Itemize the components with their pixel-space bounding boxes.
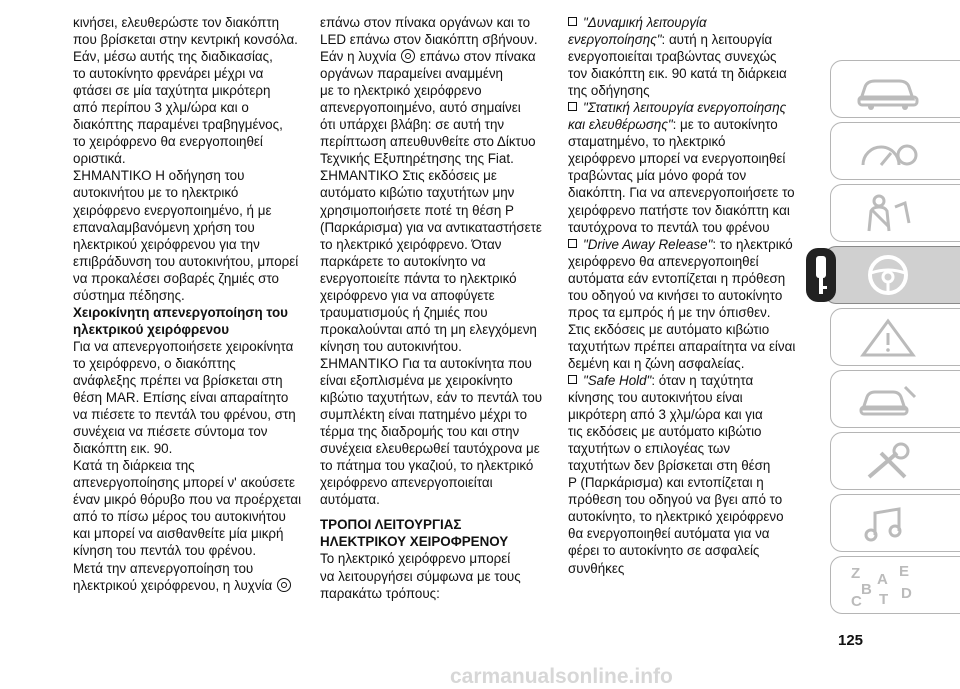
text-segment: προκαλούνται από τη μη ελεγχόμενη <box>320 321 537 337</box>
text-line <box>73 14 313 31</box>
text-line <box>568 304 810 321</box>
text-line <box>73 491 313 508</box>
text-segment: ταχυτήτων δεν βρίσκεται στη θέση <box>568 458 771 474</box>
text-line <box>73 525 313 542</box>
text-segment: ταχυτήτων ο επιλογέας των <box>568 441 731 457</box>
text-line <box>568 474 810 491</box>
text-line <box>73 287 313 304</box>
text-line <box>73 133 313 150</box>
index-letter: B <box>861 581 872 598</box>
text-segment: από το πίσω μέρος του αυτοκινήτου <box>73 509 286 525</box>
tab-technical-data[interactable] <box>830 432 960 490</box>
text-segment: τραβώντας μία μόνο φορά τον <box>568 168 747 184</box>
text-line <box>320 116 558 133</box>
text-line <box>568 219 810 236</box>
alphabet-index-icon <box>847 562 927 608</box>
mode-name: "Drive Away Release" <box>583 236 713 252</box>
text-line <box>320 457 558 474</box>
text-line <box>568 423 810 440</box>
text-segment: από περίπου 3 χλμ/ώρα και ο <box>73 100 249 116</box>
text-line <box>320 253 558 270</box>
text-segment: χρησιμοποιήσετε ποτέ τη θέση P <box>320 202 514 218</box>
text-segment: συμπλέκτη είναι πατημένο μέχρι το <box>320 407 528 423</box>
text-segment: συνέχεια να πιέσετε σύντομα τον <box>73 424 268 440</box>
text-line <box>568 457 810 474</box>
text-line <box>568 389 810 406</box>
index-letter: T <box>879 591 889 608</box>
text-line <box>73 184 313 201</box>
text-line <box>568 321 810 338</box>
text-segment: κίνησης του αυτοκινήτου είναι <box>568 390 743 406</box>
text-line <box>568 116 810 133</box>
parking-brake-warning-icon <box>277 578 291 592</box>
text-segment: να προκαλέσει σοβαρές ζημιές στο <box>73 270 279 286</box>
text-segment: τις εκδόσεις με αυτόματο κιβώτιο <box>568 424 762 440</box>
text-segment: ενεργοποιείτε πάντα το ηλεκτρικό <box>320 270 517 286</box>
tab-emergency[interactable] <box>830 308 960 366</box>
tab-starting-driving[interactable] <box>824 246 960 304</box>
text-segment: Μετά την απενεργοποίηση του <box>73 560 254 576</box>
text-segment: απενεργοποίησης μπορεί ν' ακούσετε <box>73 475 295 491</box>
text-segment: ηλεκτρικού χειρόφρενου, η λυχνία <box>73 577 273 593</box>
text-segment: Χειροκίνητη απενεργοποίηση του <box>73 304 288 320</box>
text-line <box>73 389 313 406</box>
text-segment: να λειτουργήσει σύμφωνα με τους <box>320 568 521 584</box>
text-segment: (Παρκάρισμα) για να αντικαταστήσετε <box>320 219 542 235</box>
text-segment: του οδηγού να κινήσει το αυτοκίνητο <box>568 287 783 303</box>
text-line <box>73 65 313 82</box>
text-segment: Εάν, μέσω αυτής της διαδικασίας, <box>73 49 273 65</box>
text-segment: χειρόφρενο πατήστε τον διακόπτη και <box>568 202 790 218</box>
index-letter: Z <box>851 565 861 582</box>
text-line <box>320 372 558 389</box>
checkbox-bullet-icon <box>568 239 577 248</box>
text-line <box>320 508 558 516</box>
text-line <box>568 202 810 219</box>
text-line <box>568 167 810 184</box>
text-segment: ΣΗΜΑΝΤΙΚΟ Για τα αυτοκίνητα που <box>320 355 532 371</box>
tab-car[interactable] <box>830 60 960 118</box>
text-column-3 <box>568 14 810 577</box>
text-segment: LED επάνω στον διακόπτη σβήνουν. <box>320 32 538 48</box>
text-line <box>320 338 558 355</box>
text-line <box>320 355 558 372</box>
text-segment: επάνω στον πίνακα <box>419 49 536 65</box>
text-segment: ενεργοποιείται τραβώντας συνεχώς <box>568 49 777 65</box>
text-line <box>73 48 313 65</box>
text-segment: θέση MAR. Επίσης είναι απαραίτητο <box>73 390 289 406</box>
text-segment: συνέχεια ελευθερωθεί ταυτόχρονα με <box>320 441 540 457</box>
text-segment: της οδήγησης <box>568 83 650 99</box>
text-line <box>73 99 313 116</box>
text-segment: τραυματισμούς ή ζημιές που <box>320 304 488 320</box>
text-segment: σύστημα πέδησης. <box>73 287 185 303</box>
checkbox-bullet-icon <box>568 17 577 26</box>
text-line <box>320 491 558 508</box>
text-line <box>73 423 313 440</box>
text-segment: παρκάρετε το αυτοκίνητο να <box>320 253 486 269</box>
text-segment: αυτόματα. <box>320 492 380 508</box>
text-segment: κίνηση του πεντάλ του φρένου. <box>73 543 257 559</box>
section-heading-line <box>320 516 558 533</box>
text-line <box>320 270 558 287</box>
section-heading-line <box>73 321 313 338</box>
text-segment: Στις εκδόσεις με αυτόματο κιβώτιο <box>568 321 770 337</box>
text-line <box>320 474 558 491</box>
text-segment: ηλεκτρικού χειρόφρενου για την <box>73 236 260 252</box>
text-line <box>73 167 313 184</box>
radio-music-icon <box>853 503 923 545</box>
mode-name: "Safe Hold" <box>583 372 652 388</box>
index-letter: E <box>899 563 910 580</box>
text-segment: το πάτημα του γκαζιού, το ηλεκτρικό <box>320 458 534 474</box>
text-segment: έναν μικρό θόρυβο που να προέρχεται <box>73 492 302 508</box>
text-segment: Για να απενεργοποιήσετε χειροκίνητα <box>73 338 294 354</box>
text-segment: ΗΛΕΚΤΡΙΚΟΥ ΧΕΙΡΟΦΡΕΝΟΥ <box>320 534 509 550</box>
index-letter: C <box>851 593 862 608</box>
text-line <box>320 31 558 48</box>
text-line <box>320 585 558 602</box>
mode-name: "Δυναμική λειτουργία <box>583 15 707 30</box>
section-heading-line <box>320 533 558 550</box>
tab-safety[interactable] <box>830 184 960 242</box>
text-line <box>568 270 810 287</box>
text-column-1 <box>73 14 313 594</box>
text-segment: χειρόφρενο ενεργοποιημένο, ή με <box>73 202 272 218</box>
text-line <box>73 372 313 389</box>
text-line <box>73 474 313 491</box>
text-segment: οργάνων παραμείνει αναμμένη <box>320 66 503 82</box>
steering-wheel-icon <box>853 253 923 295</box>
text-column-2 <box>320 14 558 602</box>
text-segment: χειρόφρενο θα απενεργοποιηθεί <box>568 253 759 269</box>
text-segment: : αυτή η λειτουργία <box>661 32 773 48</box>
text-segment: Κατά τη διάρκεια της <box>73 458 195 474</box>
text-line <box>320 423 558 440</box>
text-segment: ταχυτήτων πρέπει απαραίτητα να είναι <box>568 338 796 354</box>
text-segment: προς τα εμπρός ή με την όπισθεν. <box>568 304 771 320</box>
car-icon <box>853 69 923 111</box>
text-line <box>73 406 313 423</box>
text-line <box>73 542 313 559</box>
text-segment: φέρει το αυτοκίνητο σε ασφαλείς <box>568 543 760 559</box>
chapter-tab-sidebar <box>830 60 960 620</box>
text-line <box>568 508 810 525</box>
text-segment: αυτοκίνητο, το ηλεκτρικό χειρόφρενο <box>568 509 784 525</box>
text-line <box>320 287 558 304</box>
text-segment: τέρμα της διαδρομής του και στην <box>320 424 520 440</box>
text-line <box>568 491 810 508</box>
parking-brake-warning-icon <box>401 49 415 63</box>
watermark: carmanualsonline.info <box>450 665 673 688</box>
tab-multimedia[interactable] <box>830 494 960 552</box>
text-line <box>320 304 558 321</box>
text-line <box>320 236 558 253</box>
text-segment: σταματημένο, το ηλεκτρικό <box>568 134 726 150</box>
text-segment: με το ηλεκτρικό χειρόφρενο <box>320 83 482 99</box>
text-line <box>320 202 558 219</box>
seatbelt-safety-icon <box>853 193 923 235</box>
text-line <box>320 99 558 116</box>
text-line <box>568 542 810 559</box>
text-segment: ότι υπάρχει βλάβη: σε αυτή την <box>320 117 505 133</box>
text-segment: περίπτωση απευθυνθείτε στο Δίκτυο <box>320 134 536 150</box>
text-segment: επιβράδυνση του αυτοκινήτου, μπορεί <box>73 253 299 269</box>
text-segment: αυτόματο κιβώτιο ταχυτήτων μην <box>320 185 515 201</box>
text-segment: το χειρόφρενο θα ενεργοποιηθεί <box>73 134 263 150</box>
text-line <box>320 65 558 82</box>
text-segment: χειρόφρενο απενεργοποιείται <box>320 475 493 491</box>
text-segment: να πιέσετε το πεντάλ του φρένου, στη <box>73 407 296 423</box>
text-line <box>568 150 810 167</box>
tab-maintenance[interactable] <box>830 370 960 428</box>
text-segment: διακόπτη. Για να απενεργοποιήσετε το <box>568 185 795 201</box>
text-line <box>320 440 558 457</box>
text-segment: ΤΡΟΠΟΙ ΛΕΙΤΟΥΡΓΙΑΣ <box>320 517 462 533</box>
text-segment: το αυτοκίνητο φρενάρει μέχρι να <box>73 66 264 82</box>
text-line <box>568 287 810 304</box>
text-line <box>568 525 810 542</box>
text-line <box>320 133 558 150</box>
text-line <box>568 355 810 372</box>
text-line <box>568 372 810 389</box>
text-segment: P (Παρκάρισμα) και εντοπίζεται η <box>568 475 764 491</box>
text-segment: χειρόφρενο μπορεί να ενεργοποιηθεί <box>568 151 786 167</box>
text-line <box>73 236 313 253</box>
text-line <box>568 48 810 65</box>
text-segment: ηλεκτρικού χειρόφρενου <box>73 321 230 337</box>
text-segment: μικρότερη από 3 χλμ/ώρα και για <box>568 407 763 423</box>
text-segment: δεμένη και η ζώνη ασφαλείας. <box>568 355 745 371</box>
text-line <box>73 202 313 219</box>
text-segment: συνθήκες <box>568 560 625 576</box>
text-segment: κινήσει, ελευθερώστε τον διακόπτη <box>73 15 280 30</box>
text-segment: διακόπτης παραμένει τραβηγμένος, <box>73 117 283 133</box>
text-segment: ΣΗΜΑΝΤΙΚΟ Στις εκδόσεις με <box>320 168 497 184</box>
text-segment: και μπορεί να αισθανθείτε μία μικρή <box>73 526 284 542</box>
text-line <box>568 99 810 116</box>
text-segment: χειρόφρενο για να αποφύγετε <box>320 287 495 303</box>
text-line <box>320 550 558 567</box>
text-line <box>73 560 313 577</box>
text-line <box>73 150 313 167</box>
car-service-icon <box>853 379 923 421</box>
text-line <box>73 355 313 372</box>
text-line <box>73 31 313 48</box>
text-segment: επάνω στον πίνακα οργάνων και το <box>320 15 531 30</box>
text-segment: παρακάτω τρόπους: <box>320 585 440 601</box>
mode-name: και ελευθέρωσης" <box>568 117 673 133</box>
dashboard-gauge-icon <box>853 131 923 173</box>
text-segment: διακόπτη εικ. 90. <box>73 441 173 457</box>
text-line <box>73 440 313 457</box>
text-line <box>568 14 810 31</box>
text-segment: το χειρόφρενο, ο διακόπτης <box>73 355 236 371</box>
text-segment: πρόθεση του οδηγού να βγει από το <box>568 492 783 508</box>
text-segment: οριστικά. <box>73 151 126 167</box>
text-line <box>320 406 558 423</box>
text-line <box>73 116 313 133</box>
page-number: 125 <box>838 632 864 649</box>
checkbox-bullet-icon <box>568 102 577 111</box>
text-line <box>568 253 810 270</box>
key-icon <box>804 246 838 304</box>
text-segment: αυτόματα εάν εντοπίζεται η πρόθεση <box>568 270 786 286</box>
text-line <box>568 65 810 82</box>
text-segment: Εάν η λυχνία <box>320 49 397 65</box>
text-line <box>320 219 558 236</box>
text-line <box>73 508 313 525</box>
text-line <box>73 270 313 287</box>
text-segment: : το ηλεκτρικό <box>712 236 793 252</box>
text-segment: που βρίσκεται στην κεντρική κονσόλα. <box>73 32 298 48</box>
text-line <box>568 560 810 577</box>
text-segment: ΣΗΜΑΝΤΙΚΟ Η οδήγηση του <box>73 168 245 184</box>
index-letter: D <box>901 585 912 602</box>
text-segment: Τεχνικής Εξυπηρέτησης της Fiat. <box>320 151 514 167</box>
tab-dashboard[interactable] <box>830 122 960 180</box>
text-segment: φτάσει σε μία ταχύτητα μικρότερη <box>73 83 271 99</box>
text-segment: : με το αυτοκίνητο <box>672 117 778 133</box>
text-segment: κίνηση του αυτοκινήτου. <box>320 338 462 354</box>
text-line <box>320 568 558 585</box>
text-segment: αυτοκινήτου με το ηλεκτρικό <box>73 185 239 201</box>
text-line <box>73 338 313 355</box>
text-line <box>320 321 558 338</box>
checkbox-bullet-icon <box>568 375 577 384</box>
warning-triangle-icon <box>853 317 923 359</box>
text-line <box>568 31 810 48</box>
tab-index[interactable] <box>830 556 960 614</box>
text-line <box>568 338 810 355</box>
section-heading-line <box>73 304 313 321</box>
text-segment: τον διακόπτη εικ. 90 κατά τη διάρκεια <box>568 66 787 82</box>
mode-name: ενεργοποίησης" <box>568 32 662 48</box>
text-line <box>73 82 313 99</box>
text-line <box>320 167 558 184</box>
text-line <box>320 150 558 167</box>
text-line <box>320 14 558 31</box>
text-line <box>73 253 313 270</box>
text-segment: θα ενεργοποιηθεί αυτόματα για να <box>568 526 770 542</box>
text-line <box>73 219 313 236</box>
text-segment: : όταν η ταχύτητα <box>651 372 754 388</box>
text-line <box>320 184 558 201</box>
text-line <box>73 577 313 594</box>
mode-name: "Στατική λειτουργία ενεργοποίησης <box>583 100 787 116</box>
index-letter: A <box>877 571 888 588</box>
text-segment: επαναλαμβανόμενη χρήση του <box>73 219 255 235</box>
text-line <box>73 457 313 474</box>
text-segment: Το ηλεκτρικό χειρόφρενο μπορεί <box>320 551 511 567</box>
text-line <box>320 389 558 406</box>
text-line <box>568 406 810 423</box>
text-segment: απενεργοποιημένο, αυτό σημαίνει <box>320 100 521 116</box>
text-line <box>320 48 558 65</box>
text-line <box>568 236 810 253</box>
text-line <box>568 184 810 201</box>
text-segment: ανάφλεξης πρέπει να βρίσκεται στη <box>73 372 283 388</box>
text-line <box>568 82 810 99</box>
text-line <box>568 440 810 457</box>
text-line <box>568 133 810 150</box>
text-segment: ταυτόχρονα το πεντάλ του φρένου <box>568 219 770 235</box>
wrench-icon <box>853 441 923 483</box>
text-line <box>320 82 558 99</box>
text-segment: το ηλεκτρικό χειρόφρενο. Όταν <box>320 236 502 252</box>
text-segment: κιβώτιο ταχυτήτων, εάν το πεντάλ του <box>320 390 543 406</box>
text-segment: είναι εξοπλισμένα με χειροκίνητο <box>320 372 513 388</box>
